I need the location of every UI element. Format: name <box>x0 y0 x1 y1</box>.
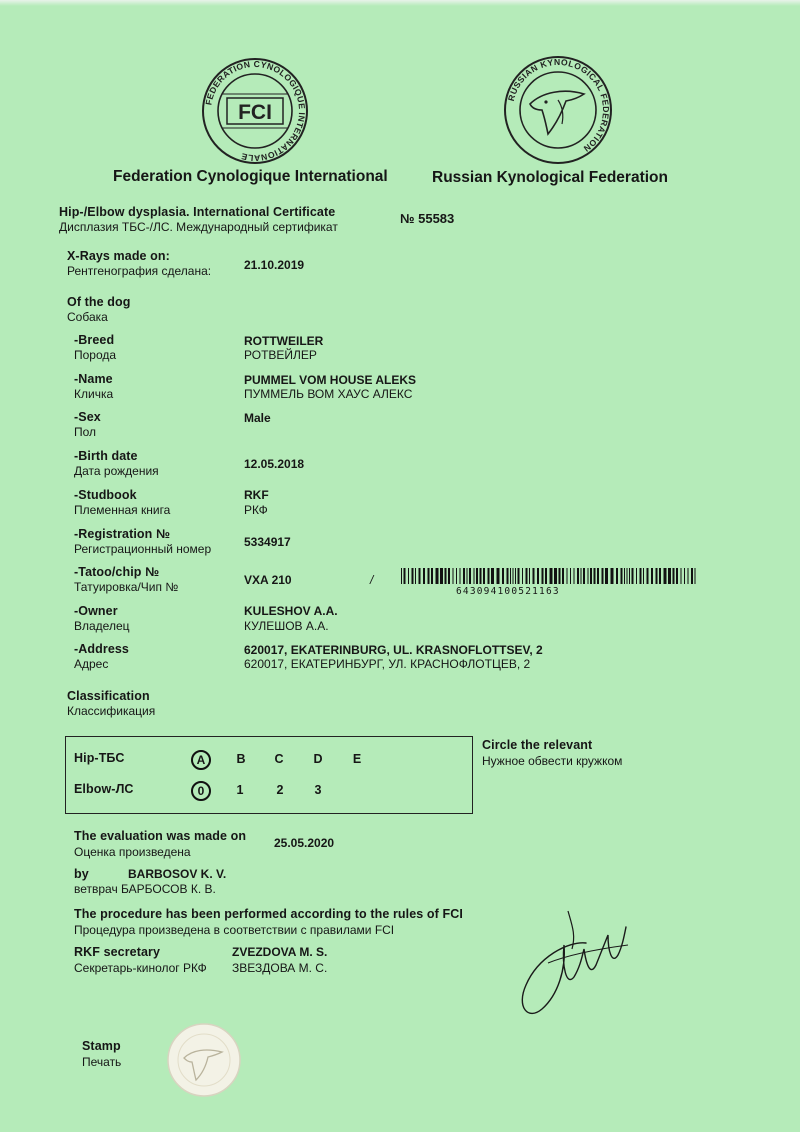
procedure-ru: Процедура произведена в соответствии с правилами FCI <box>74 923 395 937</box>
barcode-bar <box>647 568 649 584</box>
barcode-bar <box>497 568 500 584</box>
elbow-grade-2: 2 <box>276 783 284 797</box>
hip-grade-b: B <box>236 752 246 766</box>
barcode-bar <box>624 568 625 584</box>
barcode-bar <box>474 568 475 584</box>
xray-date: 21.10.2019 <box>244 258 305 272</box>
barcode-bar <box>440 568 443 584</box>
barcode-bar <box>574 568 575 584</box>
certificate-title-en: Hip-/Elbow dysplasia. International Certificate <box>59 205 336 219</box>
vet-name-ru: ветврач БАРБОСОВ К. В. <box>74 882 216 896</box>
tattoo-label-ru: Татуировка/Чип № <box>74 580 179 594</box>
barcode-bar <box>611 568 614 584</box>
barcode-bar <box>460 568 461 584</box>
barcode-bar <box>491 568 494 584</box>
barcode-bar <box>636 568 637 584</box>
barcode-bar <box>659 568 661 584</box>
procedure-en: The procedure has been performed according to the rules of FCI <box>74 907 463 921</box>
elbow-grade-0-circled: 0 <box>191 781 211 801</box>
barcode-bar <box>673 568 675 584</box>
fci-ring-text: FEDERATION CYNOLOGIQUE INTERNATIONALE <box>203 58 308 164</box>
rkf-name: Russian Kynological Federation <box>432 169 668 186</box>
sex-label-en: -Sex <box>74 410 101 424</box>
barcode-bar <box>688 568 689 584</box>
hip-grade-d: D <box>313 752 323 766</box>
rkf-ring-text: RUSSIAN KYNOLOGICAL FEDERATION <box>505 56 612 155</box>
barcode-bar <box>469 568 471 584</box>
barcode-bar <box>627 568 628 584</box>
barcode-bar <box>550 568 553 584</box>
elbow-label: Elbow-ЛС <box>74 782 134 796</box>
barcode-bar <box>513 568 514 584</box>
barcode-bar <box>691 568 693 584</box>
barcode-bar <box>542 568 544 584</box>
birth-label-ru: Дата рождения <box>74 464 159 478</box>
chip-barcode <box>401 568 701 584</box>
barcode-bar <box>401 568 402 584</box>
breed-value-ru: РОТВЕЙЛЕР <box>244 348 317 362</box>
hip-grade-a-circled: A <box>191 750 211 770</box>
sex-value: Male <box>244 411 271 425</box>
dog-section-en: Of the dog <box>67 295 131 309</box>
barcode-bar <box>431 568 433 584</box>
name-label-ru: Кличка <box>74 387 114 401</box>
studbook-value-en: RKF <box>244 488 269 502</box>
barcode-bar <box>684 568 685 584</box>
barcode-bar <box>640 568 642 584</box>
rkf-seal <box>502 54 614 166</box>
barcode-bar <box>476 568 478 584</box>
barcode-bar <box>567 568 568 584</box>
barcode-bar <box>453 568 454 584</box>
breed-label-ru: Порода <box>74 348 117 362</box>
barcode-bar <box>695 568 696 584</box>
barcode-bar <box>510 568 511 584</box>
evaluation-date: 25.05.2020 <box>274 836 335 850</box>
barcode-bar <box>629 568 630 584</box>
barcode-bar <box>605 568 608 584</box>
barcode-bar <box>570 568 571 584</box>
birth-value: 12.05.2018 <box>244 457 305 471</box>
barcode-bar <box>463 568 465 584</box>
tattoo-label-en: -Tatoo/chip № <box>74 565 160 579</box>
circle-note-en: Circle the relevant <box>482 738 593 752</box>
barcode-bar <box>581 568 582 584</box>
barcode-bar <box>507 568 509 584</box>
tattoo-separator: / <box>370 573 374 587</box>
classification-label-en: Classification <box>67 689 150 703</box>
owner-value-ru: КУЛЕШОВ А.А. <box>244 619 329 633</box>
barcode-bar <box>467 568 468 584</box>
barcode-bar <box>583 568 585 584</box>
classification-box <box>65 736 473 814</box>
barcode-bar <box>445 568 447 584</box>
barcode-bar <box>522 568 523 584</box>
dog-section-ru: Собака <box>67 310 108 324</box>
barcode-bar <box>529 568 530 584</box>
barcode-bar <box>559 568 561 584</box>
barcode-bar <box>448 568 450 584</box>
barcode-bar <box>408 568 409 584</box>
barcode-bar <box>404 568 406 584</box>
fci-name: Federation Cynologique International <box>113 168 388 185</box>
name-value-ru: ПУММЕЛЬ ВОМ ХАУС АЛЕКС <box>244 387 413 401</box>
owner-label-en: -Owner <box>74 604 118 618</box>
barcode-bar <box>483 568 485 584</box>
barcode-bar <box>436 568 439 584</box>
barcode-bar <box>428 568 430 584</box>
barcode-bar <box>419 568 421 584</box>
birth-label-en: -Birth date <box>74 449 138 463</box>
barcode-bar <box>562 568 564 584</box>
barcode-bar <box>616 568 618 584</box>
barcode-bar <box>518 568 520 584</box>
breed-label-en: -Breed <box>74 333 115 347</box>
circle-note-ru: Нужное обвести кружком <box>482 754 623 768</box>
barcode-bar <box>590 568 592 584</box>
barcode-bar <box>602 568 604 584</box>
secretary-label-ru: Секретарь-кинолог РКФ <box>74 961 207 975</box>
hip-grade-c: C <box>274 752 284 766</box>
sex-label-ru: Пол <box>74 425 97 439</box>
barcode-bar <box>594 568 596 584</box>
barcode-bar <box>577 568 579 584</box>
tattoo-value: VXA 210 <box>244 573 292 587</box>
registration-value: 5334917 <box>244 535 291 549</box>
barcode-bar <box>537 568 539 584</box>
signature <box>508 905 638 1025</box>
hip-grade-e: E <box>352 752 362 766</box>
barcode-bar <box>643 568 644 584</box>
dog-head-icon <box>530 91 584 134</box>
owner-value-en: KULESHOV A.A. <box>244 604 338 618</box>
studbook-label-ru: Племенная книга <box>74 503 171 517</box>
chip-number: 643094100521163 <box>456 586 560 597</box>
barcode-bar <box>412 568 414 584</box>
xray-label-ru: Рентгеногрaфия сделана: <box>67 264 212 278</box>
fci-seal-emblem: FCI <box>238 101 272 124</box>
evaluation-label-en: The evaluation was made on <box>74 829 247 843</box>
studbook-label-en: -Studbook <box>74 488 137 502</box>
address-value-en: 620017, EKATERINBURG, UL. KRASNOFLOTTSEV, 2 <box>244 643 543 657</box>
address-value-ru: 620017, ЕКАТЕРИНБУРГ, УЛ. КРАСНОФЛОТЦЕВ, 2 <box>244 657 531 671</box>
barcode-bar <box>656 568 658 584</box>
breed-value-en: ROTTWEILER <box>244 334 324 348</box>
xray-label-en: X-Rays made on: <box>67 249 170 263</box>
barcode-bar <box>621 568 623 584</box>
barcode-bar <box>651 568 653 584</box>
registration-label-en: -Registration № <box>74 527 170 541</box>
stamp-seal <box>166 1022 242 1098</box>
barcode-bar <box>668 568 671 584</box>
barcode-bar <box>588 568 589 584</box>
secretary-label-en: RKF secretary <box>74 945 161 959</box>
secretary-name-ru: ЗВЕЗДОВА М. С. <box>232 961 328 975</box>
elbow-grade-3: 3 <box>314 783 322 797</box>
hip-label: Hip-ТБС <box>74 751 125 765</box>
by-label: by <box>74 867 89 881</box>
registration-label-ru: Регистрационный номер <box>74 542 212 556</box>
certificate-number: № 55583 <box>400 211 455 226</box>
barcode-bar <box>533 568 535 584</box>
vet-name-en: BARBOSOV K. V. <box>128 867 227 881</box>
barcode-bar <box>554 568 557 584</box>
classification-label-ru: Классификация <box>67 704 156 718</box>
barcode-bar <box>597 568 599 584</box>
owner-label-ru: Владелец <box>74 619 130 633</box>
barcode-bar <box>545 568 547 584</box>
paper-edge <box>0 0 800 6</box>
fci-seal <box>200 56 310 166</box>
barcode-bar <box>415 568 416 584</box>
address-label-ru: Адрес <box>74 657 109 671</box>
address-label-en: -Address <box>74 642 129 656</box>
barcode-bar <box>664 568 667 584</box>
secretary-name-en: ZVEZDOVA M. S. <box>232 945 328 959</box>
barcode-bar <box>423 568 425 584</box>
name-label-en: -Name <box>74 372 113 386</box>
barcode-bar <box>526 568 528 584</box>
barcode-bar <box>632 568 634 584</box>
name-value-en: PUMMEL VOM HOUSE ALEKS <box>244 373 417 387</box>
barcode-bar <box>515 568 516 584</box>
barcode-bar <box>681 568 682 584</box>
barcode-bar <box>456 568 457 584</box>
certificate-title-ru: Дисплазия ТБС-/ЛС. Международный сертификат <box>59 220 338 234</box>
barcode-bar <box>488 568 490 584</box>
studbook-value-ru: РКФ <box>244 503 268 517</box>
barcode-bar <box>502 568 504 584</box>
stamp-label-ru: Печать <box>82 1055 122 1069</box>
elbow-grade-1: 1 <box>236 783 244 797</box>
barcode-bar <box>676 568 678 584</box>
stamp-label-en: Stamp <box>82 1039 121 1053</box>
barcode-bar <box>480 568 482 584</box>
evaluation-label-ru: Оценка произведена <box>74 845 191 859</box>
